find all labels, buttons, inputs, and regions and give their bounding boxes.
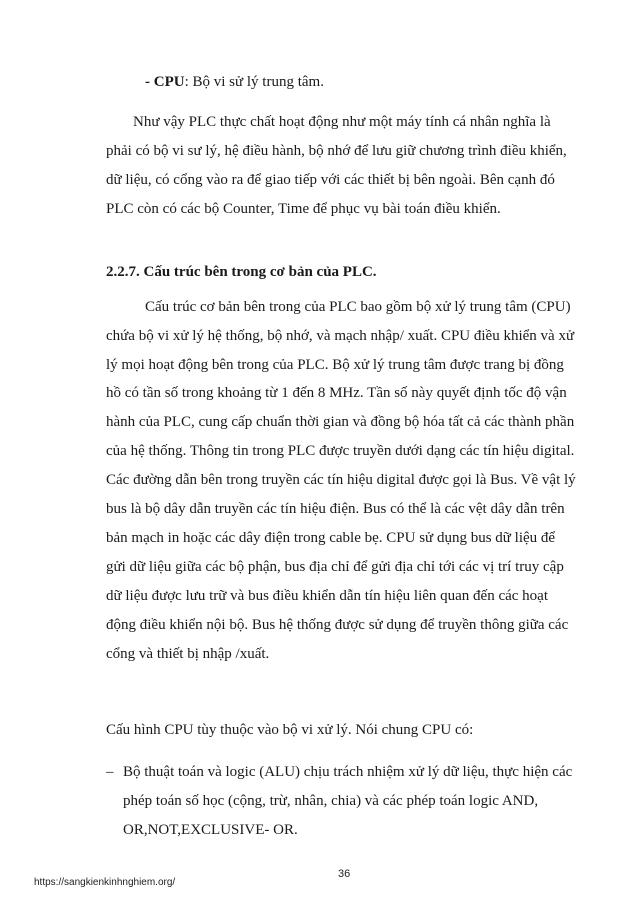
bullet-marker: – [106,764,114,780]
paragraph-line: dữ liệu được lưu trữ và bus điều khiển dẫn tín hiệu liên quan đến các hoạt [106,588,549,604]
cpu-definition [145,72,324,92]
paragraph-line: hồ có tần số trong khoảng từ 1 đến 8 MHz. Tần số này quyết định tốc độ vận [106,385,567,401]
paragraph-line: PLC còn có các bộ Counter, Time để phục vụ bài toán điều khiển. [106,201,501,217]
cpu-description: : Bộ vi sử lý trung tâm. [184,74,324,90]
paragraph-line: phải có bộ vi sư lý, hệ điều hành, bộ nhớ để lưu giữ chương trình điều khiển, [106,143,567,159]
paragraph-line: gửi dữ liệu giữa các bộ phận, bus địa chỉ để gửi địa chỉ tới các vị trí truy cập [106,559,564,575]
paragraph-line: động điều khiển nội bộ. Bus hệ thống được sử dụng để truyền thông giữa các [106,617,569,633]
paragraph-line: chứa bộ vi xử lý hệ thống, bộ nhớ, và mạch nhập/ xuất. CPU điều khiển và xử [106,328,575,344]
paragraph-line: bản mạch in hoặc các dây điện trong cable bẹ. CPU sử dụng bus dữ liệu để [106,530,556,546]
paragraph-line: của hệ thống. Thông tin trong PLC được truyền dưới dạng các tín hiệu digital. [106,443,575,459]
page-number: 36 [338,868,351,880]
section-heading: 2.2.7. Cấu trúc bên trong cơ bản của PLC. [106,264,377,280]
list-item-line: Bộ thuật toán và logic (ALU) chịu trách nhiệm xử lý dữ liệu, thực hiện các [123,764,573,780]
paragraph-line: bus là bộ dây dẫn truyền các tín hiệu điện. Bus có thể là các vệt dây dẫn trên [106,501,565,517]
list-item-line: OR,NOT,EXCLUSIVE- OR. [123,822,298,838]
paragraph-line: cổng và thiết bị nhập /xuất. [106,646,270,662]
cpu-prefix: - [145,74,154,90]
paragraph-line: hành của PLC, cung cấp chuẩn thời gian và đồng bộ hóa tất cả các thành phần [106,414,575,430]
paragraph-line: lý mọi hoạt động bên trong của PLC. Bộ xử lý trung tâm được trang bị đồng [106,357,564,373]
paragraph-line: Cấu trúc cơ bản bên trong của PLC bao gồm bộ xử lý trung tâm (CPU) [145,299,571,315]
paragraph-line: Các đường dẫn bên trong truyền các tín hiệu digital được gọi là Bus. Về vật lý [106,472,576,488]
footer-url[interactable]: https://sangkienkinhnghiem.org/ [34,877,176,888]
paragraph-line: Như vậy PLC thực chất hoạt động như một máy tính cá nhân nghĩa là [133,114,551,130]
list-item-line: phép toán số học (cộng, trừ, nhân, chia) và các phép toán logic AND, [123,793,539,809]
cpu-config-intro: Cấu hình CPU tùy thuộc vào bộ vi xử lý. Nói chung CPU có: [106,722,474,738]
cpu-term: CPU [153,74,185,90]
paragraph-line: dữ liệu, có cổng vào ra để giao tiếp với các thiết bị bên ngoài. Bên cạnh đó [106,172,555,188]
